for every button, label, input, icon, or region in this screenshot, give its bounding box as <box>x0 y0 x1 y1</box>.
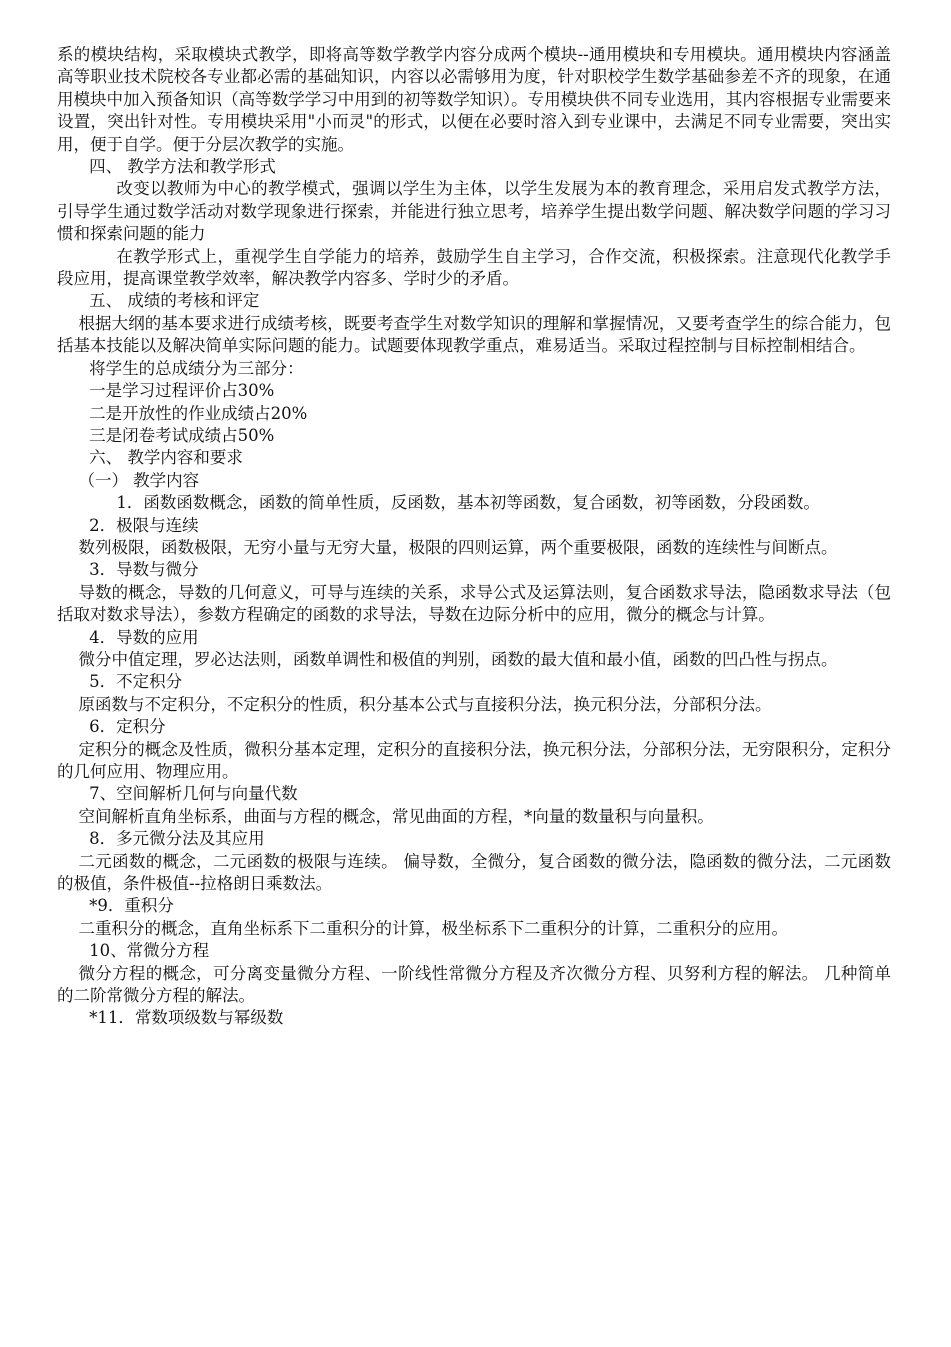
heading-assessment: 五、 成绩的考核和评定 <box>89 291 260 311</box>
item-heading-indefinite-integral: 5．不定积分 <box>89 672 183 692</box>
item-functions: 1．函数函数概念，函数的简单性质，反函数，基本初等函数，复合函数，初等函数，分段函数。 <box>116 493 820 513</box>
paragraph-teaching-form: 在教学形式上，重视学生自学能力的培养，鼓励学生自主学习，合作交流，积极探索。注意现代化教学手段应用，提高课堂教学效率，解决教学内容多、学时少的矛盾。 <box>57 246 891 289</box>
item-heading-series: *11．常数项级数与幂级数 <box>89 1008 284 1028</box>
item-heading-derivatives: 3．导数与微分 <box>89 560 199 580</box>
subheading-teaching-content: （一） 教学内容 <box>78 470 200 490</box>
item-heading-analytic-geometry: 7、空间解析几何与向量代数 <box>89 784 298 804</box>
heading-teaching-methods: 四、 教学方法和教学形式 <box>89 157 276 177</box>
item-heading-derivative-applications: 4．导数的应用 <box>89 627 199 647</box>
item-body-derivative-applications: 微分中值定理，罗必达法则，函数单调性和极值的判别，函数的最大值和最小值，函数的凹凸性与拐点。 <box>78 649 838 669</box>
paragraph-teaching-model: 改变以教师为中心的教学模式，强调以学生为主体，以学生发展为本的教育理念，采用启发式教学方法，引导学生通过数学活动对数学现象进行探索，并能进行独立思考，培养学生提出数学问题、解决数学问题的学习习惯和探索问题的能力 <box>57 179 891 244</box>
score-part-process: 一是学习过程评价占30% <box>89 381 275 401</box>
item-heading-ode: 10、常微分方程 <box>89 941 210 961</box>
score-part-exam: 三是闭卷考试成绩占50% <box>89 425 275 445</box>
item-heading-definite-integral: 6．定积分 <box>89 717 166 737</box>
score-part-homework: 二是开放性的作业成绩占20% <box>89 403 308 423</box>
item-heading-double-integral: *9．重积分 <box>89 896 174 916</box>
item-body-definite-integral: 定积分的概念及性质，微积分基本定理，定积分的直接积分法，换元积分法，分部积分法，无穷限积分，定积分的几何应用、物理应用。 <box>57 739 891 781</box>
item-body-limits: 数列极限，函数极限，无穷小量与无穷大量，极限的四则运算，两个重要极限，函数的连续性与间断点。 <box>78 537 838 557</box>
paragraph-score-parts: 将学生的总成绩分为三部分： <box>89 358 304 378</box>
item-body-double-integral: 二重积分的概念，直角坐标系下二重积分的计算，极坐标系下二重积分的计算，二重积分的应用。 <box>78 918 788 938</box>
item-body-indefinite-integral: 原函数与不定积分，不定积分的性质，积分基本公式与直接积分法，换元积分法，分部积分法。 <box>78 694 772 714</box>
item-body-ode: 微分方程的概念，可分离变量微分方程、一阶线性常微分方程及齐次微分方程、贝努利方程的解法。 几种简单的二阶常微分方程的解法。 <box>57 963 891 1006</box>
item-body-derivatives: 导数的概念，导数的几何意义，可导与连续的关系，求导公式及运算法则，复合函数求导法，隐函数求导法（包括取对数求导法），参数方程确定的函数的求导法，导数在边际分析中的应用，微分的概念与计算。 <box>57 582 891 625</box>
heading-content-requirements: 六、 教学内容和要求 <box>89 448 243 468</box>
paragraph-assessment-basis: 根据大纲的基本要求进行成绩考核，既要考查学生对数学知识的理解和掌握情况，又要考查学生的综合能力，包括基本技能以及解决简单实际问题的能力。试题要体现教学重点，难易适当。采取过程控制与目标控制相结合。 <box>57 313 891 356</box>
item-heading-limits: 2．极限与连续 <box>89 515 199 535</box>
item-body-analytic-geometry: 空间解析直角坐标系，曲面与方程的概念，常见曲面的方程，*向量的数量积与向量积。 <box>78 806 714 826</box>
item-body-multivariable: 二元函数的概念，二元函数的极限与连续。 偏导数，全微分，复合函数的微分法，隐函数的微分法，二元函数的极值，条件极值--拉格朗日乘数法。 <box>57 851 891 894</box>
item-heading-multivariable: 8．多元微分法及其应用 <box>89 829 265 849</box>
paragraph-module-structure: 系的模块结构，采取模块式教学，即将高等数学教学内容分成两个模块--通用模块和专用模块。通用模块内容涵盖高等职业技术院校各专业都必需的基础知识，内容以必需够用为度，针对职校学生数学基础参差不齐的现象，在通用模块中加入预备知识（高等数学学习中用到的初等数学知识）。专用模块供不同专业选用，其内容根据专业需要来设置，突出针对性。专用模块采用"小而灵"的形式，以便在必要时溶入到专业课中，去满足不同专业需要，突出实用，便于自学。便于分层次教学的实施。 <box>57 45 891 154</box>
